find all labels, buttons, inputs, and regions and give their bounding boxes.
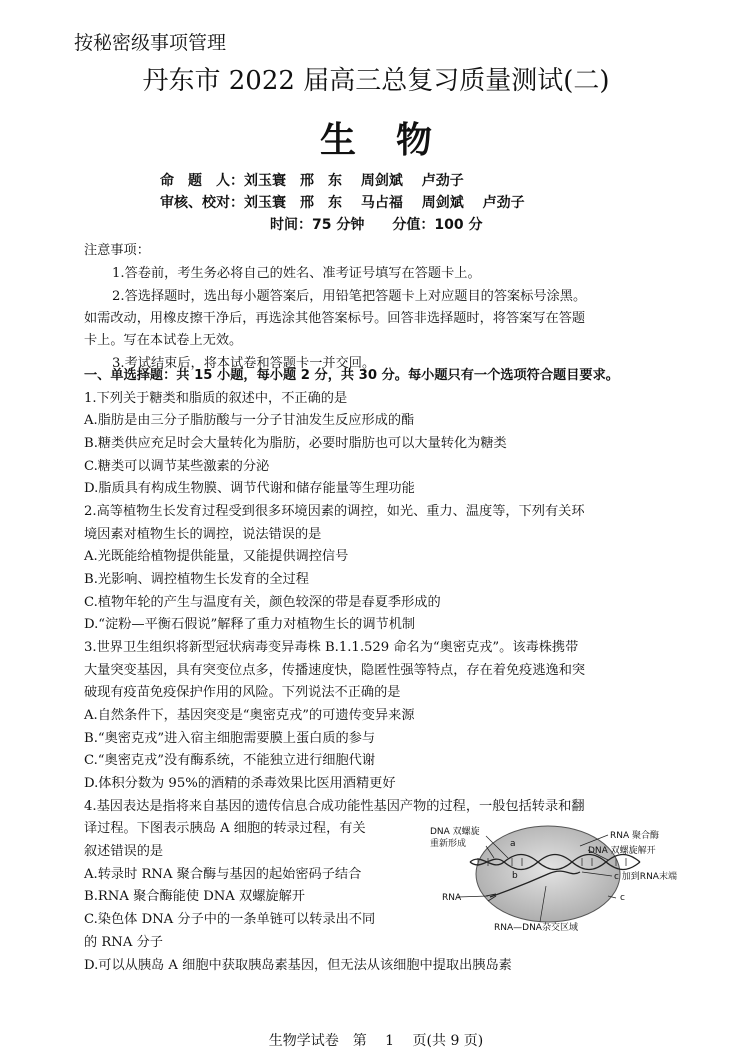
label-a: a — [510, 839, 516, 849]
label-dna-rewind: DNA 双螺旋 — [430, 827, 480, 837]
q2-stem-cont: 境因素对植物生长的调控，说法错误的是 — [84, 527, 322, 542]
label-dna-rewind-2: 重新形成 — [430, 839, 467, 849]
q3-stem: 3.世界卫生组织将新型冠状病毒变异毒株 B.1.1.529 命名为“奥密克戎”。该毒株携带 — [84, 640, 579, 655]
section-heading: 一、单选择题：共 15 小题，每小题 2 分，共 30 分。每小题只有一个选项符合题目要求。 — [84, 368, 619, 383]
notice-heading: 注意事项： — [84, 243, 150, 258]
label-c: c — [620, 893, 625, 903]
confidential-label: 按秘密级事项管理 — [74, 32, 227, 54]
q2-option-a: A.光既能给植物提供能量，又能提供调控信号 — [84, 549, 349, 564]
exam-title: 丹东市 2022 届高三总复习质量测试(二) — [142, 66, 610, 96]
q2-stem: 2.高等植物生长发育过程受到很多环境因素的调控，如光、重力、温度等，下列有关环 — [84, 504, 585, 519]
subject-title: 生物 — [319, 119, 472, 161]
q1-option-c: C.糖类可以调节某些激素的分泌 — [84, 459, 270, 474]
q3-option-d: D.体积分数为 95%的酒精的杀毒效果比医用酒精更好 — [84, 776, 396, 791]
q2-option-c: C.植物年轮的产生与温度有关，颜色较深的带是春夏季形成的 — [84, 595, 441, 610]
q3-option-b: B.“奥密克戎”进入宿主细胞需要膜上蛋白质的参与 — [84, 731, 376, 746]
q4-option-a: A.转录时 RNA 聚合酶与基因的起始密码子结合 — [84, 867, 362, 882]
page-footer: 生物学试卷 第 1 页(共 9 页) — [268, 1033, 484, 1049]
q1-option-a: A.脂肪是由三分子脂肪酸与一分子甘油发生反应形成的酯 — [84, 413, 415, 428]
label-add-end: c 加到RNA末端 — [614, 872, 677, 882]
notice-item-2-cont: 如需改动，用橡皮擦干净后，再选涂其他答案标号。回答非选择题时，将答案写在答题 — [84, 311, 586, 326]
authors-line: 命 题 人：刘玉寰 邢 东 周剑斌 卢劲子 — [160, 173, 464, 189]
label-b: b — [512, 871, 518, 881]
label-dna-unwind: DNA 双螺旋解开 — [588, 846, 656, 856]
q1-option-d: D.脂质具有构成生物膜、调节代谢和储存能量等生理功能 — [84, 481, 415, 496]
notice-item-1: 1.答卷前，考生务必将自己的姓名、准考证号填写在答题卡上。 — [112, 266, 481, 281]
label-rna-polymerase: RNA 聚合酶 — [610, 831, 660, 841]
notice-item-3: 3.考试结束后，将本试卷和答题卡一并交回。 — [112, 356, 376, 371]
q3-stem-cont: 破现有疫苗免疫保护作用的风险。下列说法不正确的是 — [84, 685, 401, 700]
q4-option-c-cont: 的 RNA 分子 — [84, 935, 163, 950]
label-hybrid: RNA—DNA杂交区域 — [494, 923, 578, 933]
q4-stem-cont: 叙述错误的是 — [84, 844, 164, 859]
transcription-figure — [430, 822, 720, 934]
time-score-line: 时间：75 分钟 分值：100 分 — [270, 217, 483, 233]
q3-stem-cont: 大量突变基因，具有突变位点多，传播速度快，隐匿性强等特点，存在着免疫逃逸和突 — [84, 663, 586, 678]
q4-option-b: B.RNA 聚合酶能使 DNA 双螺旋解开 — [84, 889, 305, 904]
q3-option-a: A.自然条件下，基因突变是“奥密克戎”的可遗传变异来源 — [84, 708, 415, 723]
reviewers-line: 审核、校对：刘玉寰 邢 东 马占福 周剑斌 卢劲子 — [160, 195, 525, 211]
q4-stem: 4.基因表达是指将来自基因的遗传信息合成功能性基因产物的过程，一般包括转录和翻 — [84, 799, 585, 814]
notice-item-2-cont: 卡上。写在本试卷上无效。 — [84, 333, 243, 348]
q4-stem-cont: 译过程。下图表示胰岛 A 细胞的转录过程，有关 — [84, 821, 366, 836]
q2-option-b: B.光影响、调控植物生长发育的全过程 — [84, 572, 309, 587]
q3-option-c: C.“奥密克戎”没有酶系统，不能独立进行细胞代谢 — [84, 753, 376, 768]
q1-option-b: B.糖类供应充足时会大量转化为脂肪，必要时脂肪也可以大量转化为糖类 — [84, 436, 507, 451]
q1-stem: 1.下列关于糖类和脂质的叙述中，不正确的是 — [84, 391, 348, 406]
notice-item-2: 2.答选择题时，选出每小题答案后，用铅笔把答题卡上对应题目的答案标号涂黑。 — [112, 289, 587, 304]
q4-option-d: D.可以从胰岛 A 细胞中获取胰岛素基因，但无法从该细胞中提取出胰岛素 — [84, 958, 512, 973]
label-rna: RNA — [442, 893, 462, 903]
q2-option-d: D.“淀粉—平衡石假说”解释了重力对植物生长的调节机制 — [84, 617, 416, 632]
q4-option-c: C.染色体 DNA 分子中的一条单链可以转录出不同 — [84, 912, 376, 927]
